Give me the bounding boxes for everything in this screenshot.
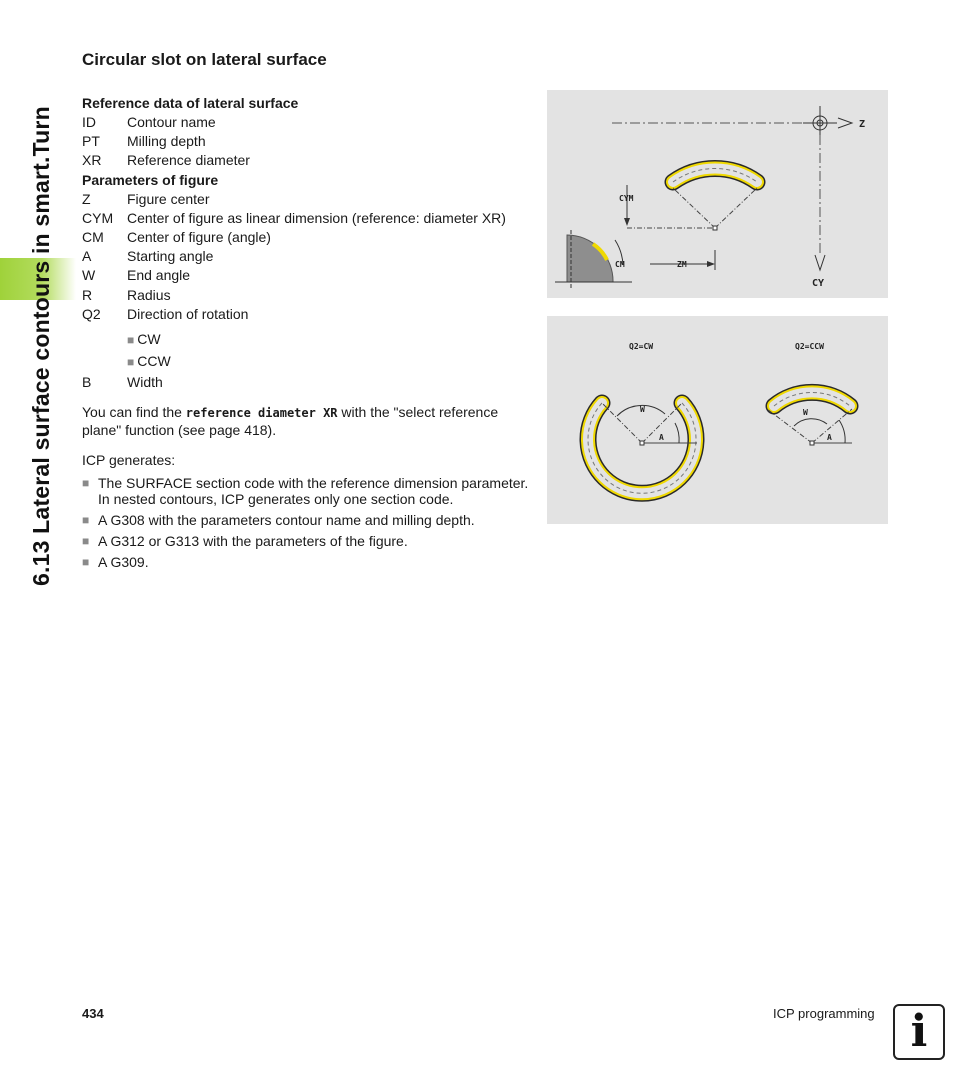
param-key: Q2 bbox=[82, 305, 101, 322]
figure-lateral-surface bbox=[547, 90, 888, 298]
list-item bbox=[82, 475, 532, 507]
param-row bbox=[82, 228, 532, 247]
diagram-q2-direction bbox=[547, 316, 888, 524]
param-row bbox=[82, 209, 532, 228]
figure-params-heading: Parameters of figure bbox=[82, 171, 219, 188]
square-bullet-icon: ■ bbox=[127, 333, 135, 348]
param-desc: Reference diameter bbox=[127, 152, 250, 169]
axis-label-z: Z bbox=[859, 119, 866, 130]
label-a-cw: A bbox=[659, 433, 664, 442]
param-row bbox=[82, 151, 532, 170]
list-item bbox=[82, 512, 532, 528]
param-row bbox=[82, 247, 532, 266]
list-item-text: A G312 or G313 with the parameters of the figure. bbox=[98, 533, 408, 550]
page-number: 434 bbox=[82, 1006, 104, 1021]
dim-label-cm: CM bbox=[615, 260, 625, 269]
param-desc: End angle bbox=[127, 267, 191, 284]
param-key: CM bbox=[82, 229, 104, 246]
list-item-text: A G309. bbox=[98, 554, 149, 571]
section-title: Circular slot on lateral surface bbox=[82, 50, 327, 69]
label-w-ccw: W bbox=[803, 408, 808, 417]
param-desc: Milling depth bbox=[127, 133, 206, 150]
label-q2-cw: Q2=CW bbox=[629, 342, 654, 351]
label-q2-ccw: Q2=CCW bbox=[795, 342, 824, 351]
param-row bbox=[82, 266, 532, 285]
square-bullet-icon: ■ bbox=[82, 534, 90, 549]
param-key: Z bbox=[82, 190, 91, 207]
param-desc: Direction of rotation bbox=[127, 305, 249, 322]
q2-options bbox=[82, 329, 532, 373]
icp-generates-text: ICP generates: bbox=[82, 452, 176, 469]
param-desc: Center of figure as linear dimension (reference: diameter XR) bbox=[127, 209, 506, 226]
square-bullet-icon: ■ bbox=[127, 355, 135, 370]
list-item-text: The SURFACE section code with the reference dimension parameter. In nested contours, ICP generates only one section code. bbox=[98, 475, 529, 508]
info-icon: i bbox=[893, 1004, 945, 1060]
param-key: CYM bbox=[82, 209, 114, 226]
bullet-list bbox=[82, 475, 532, 570]
main-content bbox=[82, 46, 532, 570]
param-row bbox=[82, 286, 532, 305]
param-key: XR bbox=[82, 152, 102, 169]
note-text: You can find the bbox=[82, 404, 186, 421]
figure-rotation-direction bbox=[547, 316, 888, 524]
footer-section-name: ICP programming bbox=[773, 1006, 875, 1021]
label-a-ccw: A bbox=[827, 433, 832, 442]
list-item bbox=[82, 533, 532, 549]
option-label: CW bbox=[137, 331, 161, 348]
param-key: ID bbox=[82, 114, 96, 130]
figure-params-list bbox=[82, 190, 532, 324]
square-bullet-icon: ■ bbox=[82, 513, 90, 528]
code-term: reference diameter XR bbox=[185, 406, 338, 421]
square-bullet-icon: ■ bbox=[82, 476, 90, 491]
param-row bbox=[82, 190, 532, 209]
list-item-text: A G308 with the parameters contour name and milling depth. bbox=[98, 512, 475, 529]
axis-label-cy: CY bbox=[812, 278, 825, 289]
param-desc: Figure center bbox=[127, 190, 210, 207]
label-w-cw: W bbox=[640, 405, 645, 414]
diagram-circular-slot bbox=[547, 90, 888, 298]
param-desc: Width bbox=[127, 374, 163, 391]
param-row bbox=[82, 113, 532, 132]
param-key: PT bbox=[82, 133, 100, 150]
param-row bbox=[82, 305, 532, 324]
param-desc: Center of figure (angle) bbox=[127, 229, 271, 246]
param-key: A bbox=[82, 248, 92, 265]
reference-note bbox=[82, 404, 532, 439]
param-desc: Contour name bbox=[127, 114, 216, 130]
param-key: B bbox=[82, 374, 92, 391]
chapter-title: 6.13 Lateral surface contours in smart.Turn bbox=[28, 106, 54, 586]
note-text: with the "select reference plane" function (see page 418). bbox=[82, 404, 499, 439]
dim-label-cym: CYM bbox=[619, 194, 634, 203]
option-item bbox=[82, 329, 532, 351]
param-key: W bbox=[82, 267, 96, 284]
param-desc: Radius bbox=[127, 286, 171, 303]
ref-params-list bbox=[82, 113, 532, 171]
option-item bbox=[82, 351, 532, 373]
param-desc: Starting angle bbox=[127, 248, 214, 265]
param-row bbox=[82, 132, 532, 151]
option-label: CCW bbox=[137, 353, 171, 370]
square-bullet-icon: ■ bbox=[82, 555, 90, 570]
dim-label-zm: ZM bbox=[677, 260, 687, 269]
param-key: R bbox=[82, 286, 93, 303]
list-item bbox=[82, 554, 532, 570]
ref-data-heading: Reference data of lateral surface bbox=[82, 95, 299, 111]
param-row bbox=[82, 373, 532, 392]
